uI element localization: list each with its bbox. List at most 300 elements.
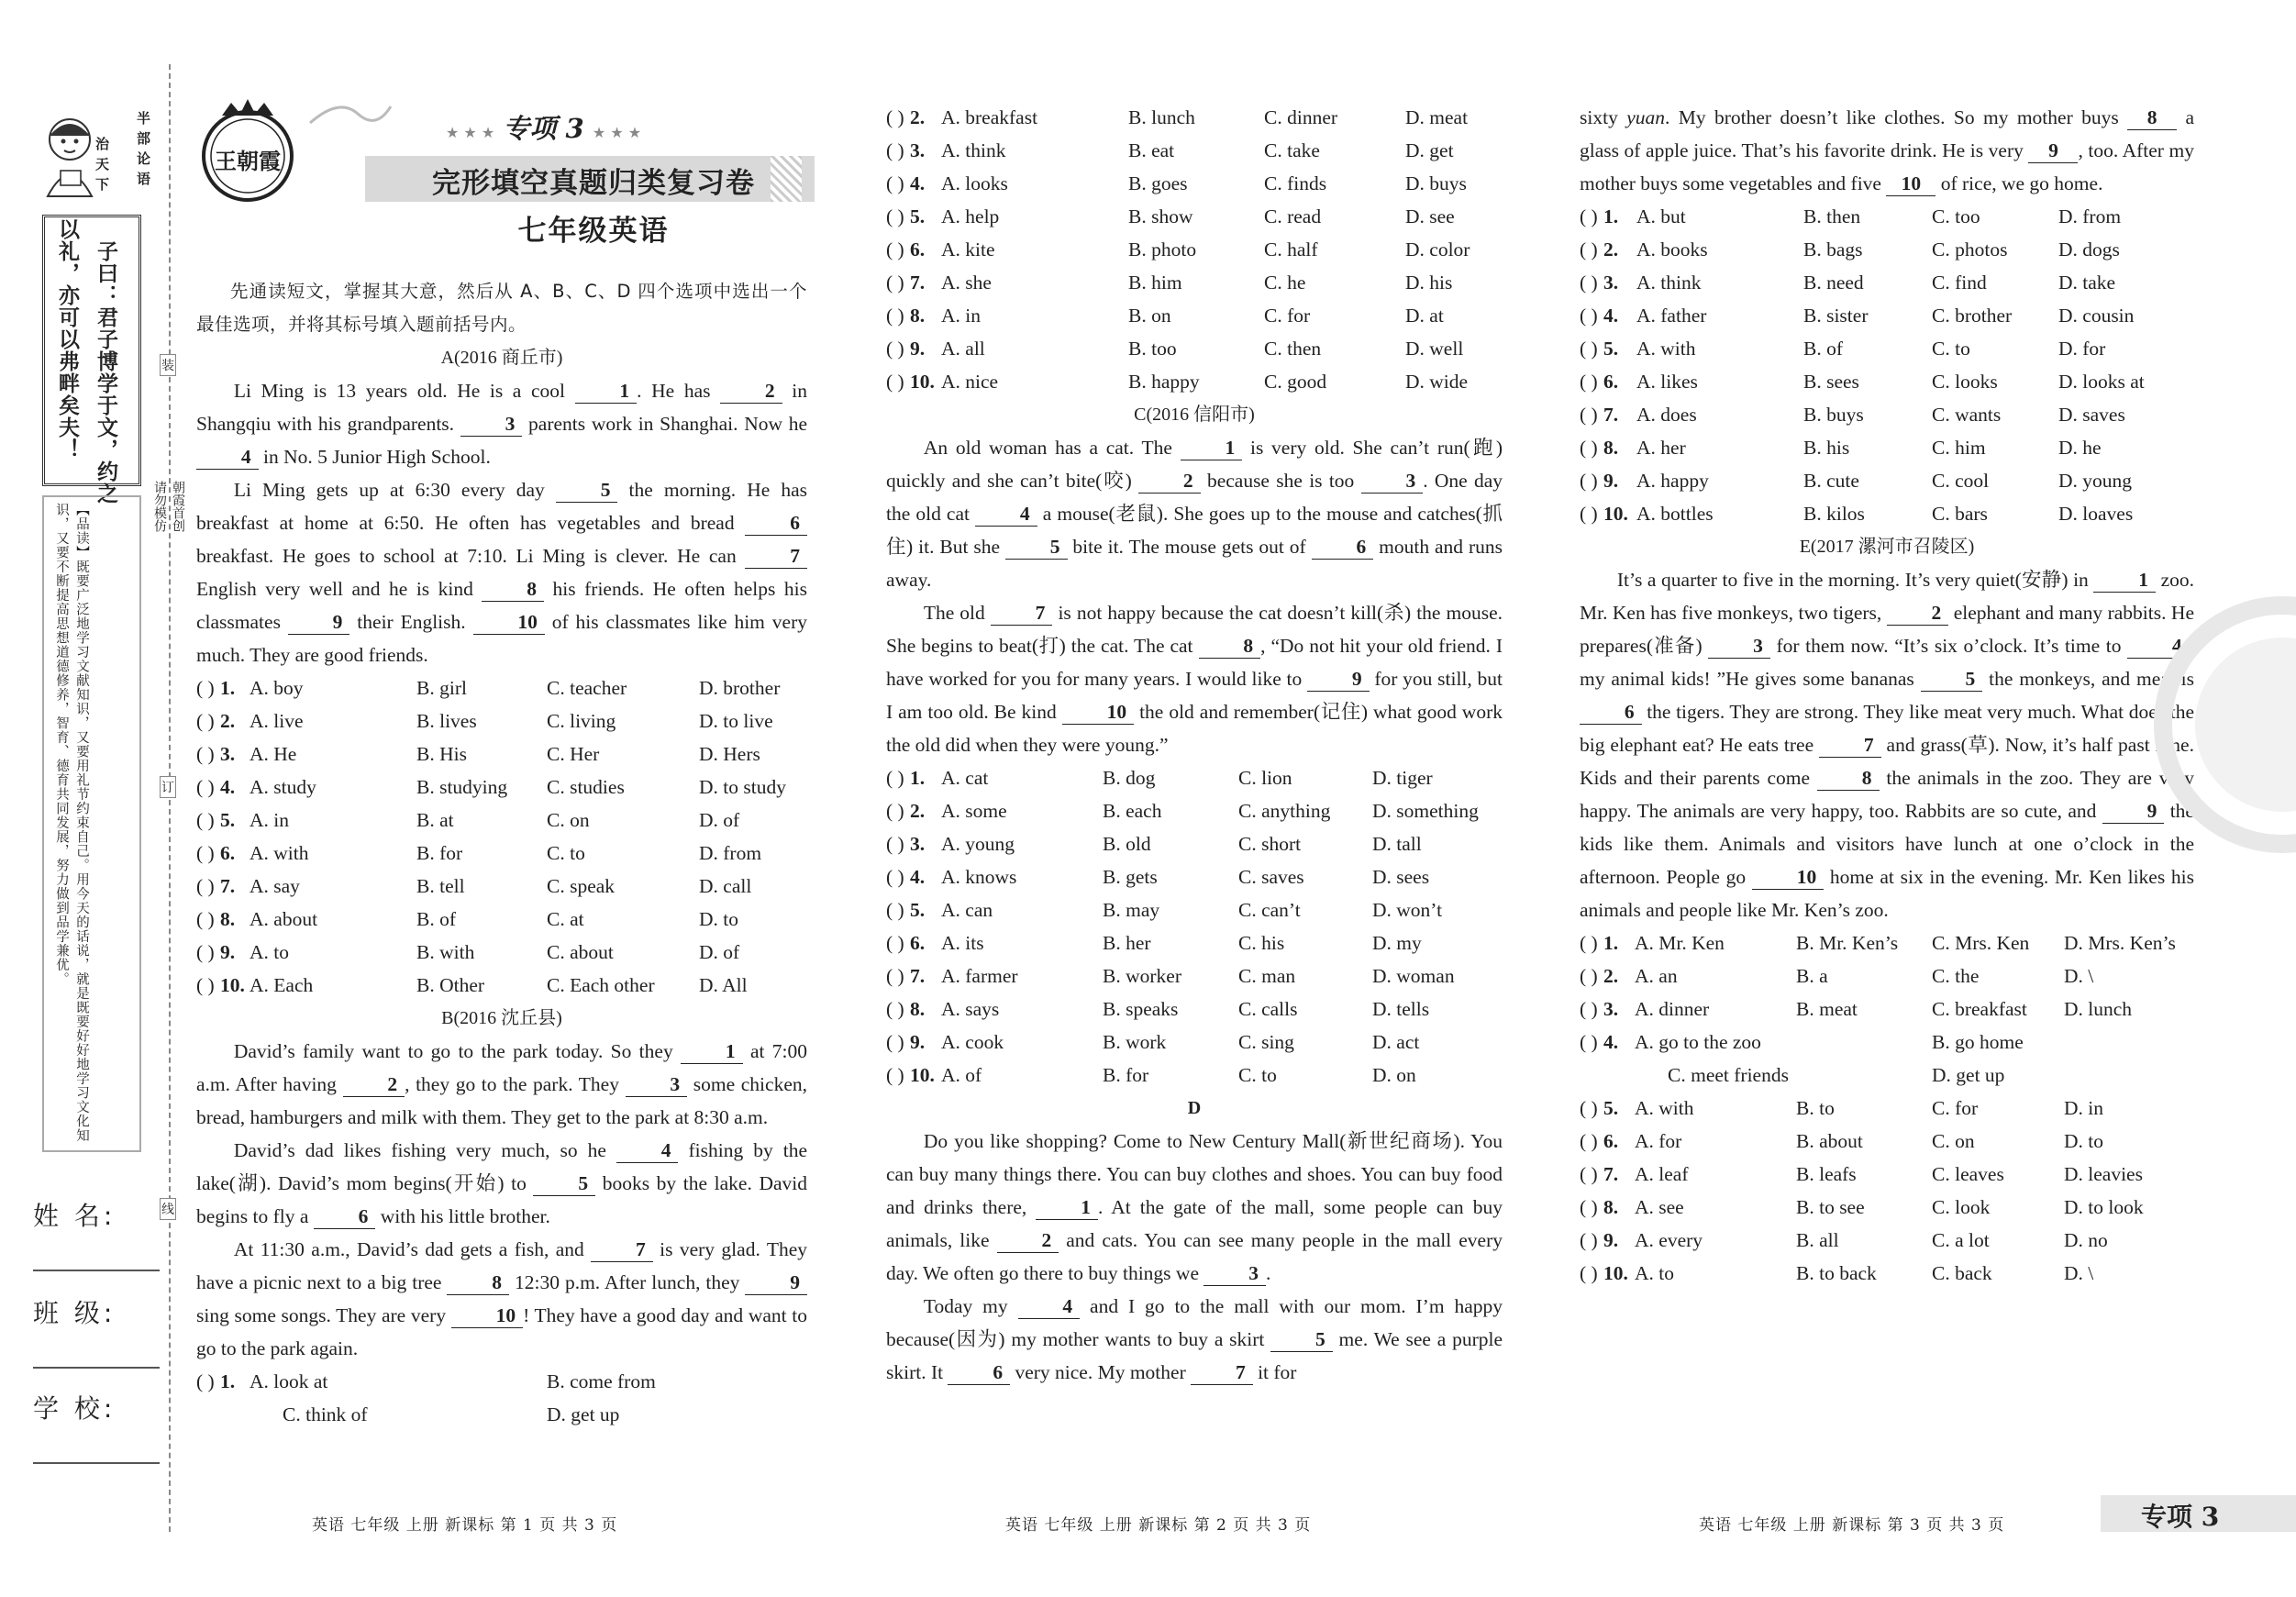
answer-option: A. leaf (1635, 1163, 1689, 1185)
answer-bracket[interactable]: ( ) (1580, 1163, 1598, 1185)
passage-paragraph: Do you like shopping? Come to New Century Mall(新世纪商场). You can buy many things there. You can buy clothes and shoes. You can buy food and drinks there, 1 . At the gate of the mall, some people can buy animals, like 2 and cats. You can see many people in the mall every day. We often go there to buy things we 3 . (886, 1130, 1503, 1284)
answer-option: B. at (416, 809, 454, 831)
answer-option: A. boy (250, 677, 304, 699)
answer-bracket[interactable]: ( ) (1580, 305, 1598, 327)
answer-option: C. for (1264, 305, 1311, 327)
answer-option: D. call (699, 875, 752, 897)
passage-paragraph: An old woman has a cat. The 1 is very old. She can’t run(跑) quickly and she can’t bite(咬) 2 because she is too 3 . One day the old cat 4 a mouse(老鼠). She goes up to the mouse and catches(抓住) it. But she 5 bite it. The mouse gets out of 6 mouth and runs away. (886, 437, 1503, 591)
answer-option: C. finds (1264, 172, 1327, 194)
question-row (1580, 464, 2194, 497)
blank-number: 2 (1138, 469, 1201, 494)
answer-option: C. him (1932, 437, 1986, 459)
answer-option: A. she (941, 272, 992, 294)
answer-option: A. think (941, 139, 1006, 161)
question-row (1580, 1191, 2194, 1224)
answer-option: C. photos (1932, 238, 2008, 261)
answer-option: D. something (1372, 800, 1479, 822)
answer-bracket[interactable]: ( ) (886, 1031, 904, 1053)
answer-option: D. to live (699, 710, 773, 732)
answer-bracket[interactable]: ( ) (886, 371, 904, 393)
answer-bracket[interactable]: ( ) (196, 941, 215, 963)
answer-option: B. come from (547, 1370, 656, 1392)
question-number: 7. (220, 875, 236, 897)
answer-option: A. cat (941, 767, 989, 789)
answer-option: D. his (1405, 272, 1453, 294)
answer-option: C. Mrs. Ken (1932, 932, 2030, 954)
answer-option: D. cousin (2058, 305, 2135, 327)
answer-bracket[interactable]: ( ) (886, 272, 904, 294)
answer-option: D. young (2058, 470, 2133, 492)
passage-paragraph: Li Ming gets up at 6:30 every day 5 the morning. He has breakfast at home at 6:50. He often has vegetables and bread 6 breakfast. He goes to school at 7:10. Li Ming is clever. He can 7 English very well and he is kind 8 his friends. He often helps his classmates 9 their English. 10 of his classmates like him very much. They are good friends. (196, 479, 808, 666)
question-number: 7. (910, 272, 926, 294)
answer-option: B. his (1803, 437, 1850, 459)
answer-option: A. in (941, 305, 981, 327)
answer-option: B. of (416, 908, 456, 930)
answer-option: A. kite (941, 238, 995, 261)
answer-bracket[interactable]: ( ) (196, 710, 215, 732)
answer-option: D. get up (1932, 1064, 2005, 1086)
passage-e-source: E(2017 漯河市召陵区) (1799, 537, 1975, 557)
column-3 (1580, 101, 2194, 1290)
answer-option: B. for (416, 842, 463, 864)
question-number: 2. (910, 106, 926, 128)
answer-bracket[interactable]: ( ) (1580, 1097, 1598, 1119)
answer-option: D. wide (1405, 371, 1469, 393)
italic-word: yuan (1626, 106, 1665, 128)
question-number: 10. (1603, 1262, 1628, 1284)
question-row (1580, 266, 2194, 299)
footer-page-2: 英语 七年级 上册 新课标 第 2 页 共 3 页 (1005, 1516, 1312, 1535)
answer-bracket[interactable]: ( ) (886, 899, 904, 921)
blank-number: 9 (1307, 667, 1370, 692)
question-number: 10. (910, 371, 935, 393)
answer-option: C. back (1932, 1262, 1992, 1284)
blank-number: 7 (745, 544, 807, 569)
column-1 (196, 275, 807, 1431)
answer-option: C. looks (1932, 371, 1998, 393)
answer-option: D. won’t (1372, 899, 1443, 921)
answer-bracket[interactable]: ( ) (886, 106, 904, 128)
answer-option: B. happy (1128, 371, 1200, 393)
blank-number: 8 (482, 577, 544, 602)
answer-option: C. cool (1932, 470, 1990, 492)
question-number: 1. (220, 677, 236, 699)
answer-option: C. on (547, 809, 590, 831)
answer-option: C. about (547, 941, 614, 963)
blank-number: 6 (1312, 535, 1374, 560)
header-char: 治 (95, 136, 110, 152)
question-row (886, 959, 1503, 993)
passage-c-questions (886, 761, 1503, 1092)
answer-bracket[interactable]: ( ) (1580, 932, 1598, 954)
instructions: 先通读短文，掌握其大意，然后从 A、B、C、D 四个选项中选出一个最佳选项，并将其标号填入题前括号内。 (196, 281, 807, 335)
answer-option: A. see (1635, 1196, 1684, 1218)
answer-option: C. the (1932, 965, 1980, 987)
blank-number: 3 (1203, 1261, 1266, 1286)
answer-option: D. for (2058, 338, 2106, 360)
answer-bracket[interactable]: ( ) (1580, 1229, 1598, 1251)
blank-number: 4 (616, 1138, 679, 1163)
answer-bracket[interactable]: ( ) (886, 172, 904, 194)
answer-option: A. young (941, 833, 1015, 855)
answer-option: A. happy (1636, 470, 1709, 492)
blank-number: 3 (1708, 634, 1770, 659)
answer-option: D. looks at (2058, 371, 2145, 393)
sidebar-commentary: 【品读】既要广泛地学习文献知识，又要用礼节约束自己。用今天的话说，就是既要好好地学习文化知识，又要不断提高思想道德修养，智育、德育共同发展，努力做到品学兼优。 (54, 503, 89, 1143)
answer-option: B. cute (1803, 470, 1859, 492)
answer-option: D. to (2064, 1130, 2103, 1152)
blank-number: 2 (1887, 601, 1949, 626)
answer-option: A. to (1635, 1262, 1674, 1284)
answer-option: B. dog (1103, 767, 1156, 789)
answer-option: C. breakfast (1932, 998, 2027, 1020)
answer-option: D. see (1405, 205, 1455, 227)
blank-number: 9 (2028, 139, 2078, 163)
answer-option: B. buys (1803, 404, 1864, 426)
passage-e-questions (1580, 926, 2194, 1290)
answer-bracket[interactable]: ( ) (1580, 437, 1598, 459)
answer-option: A. every (1635, 1229, 1703, 1251)
answer-option: B. goes (1128, 172, 1188, 194)
blank-number: 6 (314, 1204, 376, 1229)
answer-option: C. too (1932, 205, 1980, 227)
note-line: 朝霞首创 (171, 481, 185, 532)
answer-option: B. show (1128, 205, 1193, 227)
answer-option: D. of (699, 941, 740, 963)
answer-option: D. in (2064, 1097, 2103, 1119)
footer-page-3: 英语 七年级 上册 新课标 第 3 页 共 3 页 (1699, 1516, 2005, 1535)
question-number: 8. (910, 305, 926, 327)
question-row (886, 860, 1503, 893)
blank-number: 2 (720, 379, 782, 404)
answer-option: D. saves (2058, 404, 2125, 426)
question-row (1580, 233, 2194, 266)
answer-option: A. Mr. Ken (1635, 932, 1725, 954)
blank-number: 9 (745, 1270, 807, 1295)
answer-option: C. for (1932, 1097, 1979, 1119)
answer-bracket[interactable]: ( ) (196, 743, 215, 765)
answer-option: D. he (2058, 437, 2102, 459)
passage-d-text (886, 1125, 1503, 1389)
answer-option: A. bottles (1636, 503, 1714, 525)
question-number: 3. (910, 139, 926, 161)
answer-option: A. look at (250, 1370, 328, 1392)
answer-bracket[interactable]: ( ) (1580, 1262, 1598, 1284)
question-number: 6. (1603, 371, 1619, 393)
answer-bracket[interactable]: ( ) (196, 875, 215, 897)
answer-option: D. leavies (2064, 1163, 2143, 1185)
answer-bracket[interactable]: ( ) (886, 932, 904, 954)
blank-number: 7 (991, 601, 1053, 626)
answer-bracket[interactable]: ( ) (1580, 272, 1598, 294)
blank-number: 2 (997, 1228, 1059, 1253)
answer-option: C. dinner (1264, 106, 1338, 128)
question-number: 10. (910, 1064, 935, 1086)
blank-number: 2 (343, 1072, 405, 1097)
answer-bracket[interactable]: ( ) (1580, 371, 1598, 393)
question-row (196, 1398, 807, 1431)
answer-option: A. with (250, 842, 309, 864)
page-subtitle: 七年级英语 (517, 215, 670, 248)
answer-option: C. leaves (1932, 1163, 2004, 1185)
blank-number: 5 (1005, 535, 1068, 560)
question-row (1580, 993, 2194, 1026)
question-number: 6. (910, 238, 926, 261)
answer-bracket[interactable]: ( ) (1580, 1130, 1598, 1152)
answer-bracket[interactable]: ( ) (196, 776, 215, 798)
answer-option: C. he (1264, 272, 1306, 294)
passage-e-text (1580, 563, 2194, 926)
answer-option: A. knows (941, 866, 1017, 888)
question-number: 5. (910, 205, 926, 227)
question-number: 4. (1603, 305, 1619, 327)
question-row (1580, 1257, 2194, 1290)
blank-number: 9 (288, 610, 350, 635)
answer-option: C. bars (1932, 503, 1988, 525)
blank-number: 7 (1819, 733, 1881, 758)
answer-option: A. likes (1636, 371, 1698, 393)
watermark-seal (2145, 587, 2296, 862)
blank-number: 10 (473, 610, 545, 635)
passage-paragraph: David’s family want to go to the park today. So they 1 at 7:00 a.m. After having 2 , they go to the park. They 3 some chicken, bread, hamburgers and milk with them. They get to the park at 8:30 a.m. (196, 1040, 807, 1128)
question-number: 9. (1603, 1229, 1619, 1251)
answer-bracket[interactable]: ( ) (196, 677, 215, 699)
answer-option: B. work (1103, 1031, 1167, 1053)
logo (194, 97, 301, 204)
header-char: 论 (136, 150, 150, 167)
answer-bracket[interactable]: ( ) (886, 767, 904, 789)
answer-option: D. get (1405, 139, 1454, 161)
question-number: 5. (220, 809, 236, 831)
question-row (1580, 299, 2194, 332)
question-row (886, 101, 1503, 134)
school-field-line[interactable] (33, 1462, 160, 1464)
binding-char: 线 (160, 1198, 176, 1220)
name-label: 姓 名: (33, 1201, 116, 1231)
answer-bracket[interactable]: ( ) (1580, 1196, 1598, 1218)
passage-d-text-continued (1580, 101, 2194, 200)
answer-option: C. half (1264, 238, 1318, 261)
answer-option: A. about (250, 908, 318, 930)
answer-option: D. dogs (2058, 238, 2120, 261)
question-row (196, 804, 807, 837)
question-row (196, 903, 807, 936)
answer-bracket[interactable]: ( ) (1580, 965, 1598, 987)
question-number: 8. (1603, 437, 1619, 459)
question-number: 1. (220, 1370, 236, 1392)
answer-option: D. tall (1372, 833, 1422, 855)
answer-option: B. studying (416, 776, 508, 798)
answer-option: A. an (1635, 965, 1678, 987)
passage-paragraph: Li Ming is 13 years old. He is a cool 1 . He has 2 in Shangqiu with his grandparents. 3 parents work in Shanghai. Now he 4 in No. 5 Junior High School. (196, 380, 808, 468)
answer-option: D. \ (2064, 1262, 2094, 1284)
answer-option: B. lunch (1128, 106, 1195, 128)
question-number: 6. (910, 932, 926, 954)
answer-option: A. go to the zoo (1635, 1031, 1761, 1053)
footer-page-1: 英语 七年级 上册 新课标 第 1 页 共 3 页 (312, 1516, 618, 1535)
question-number: 4. (910, 172, 926, 194)
answer-option: A. live (250, 710, 304, 732)
answer-option: B. tell (416, 875, 465, 897)
answer-option: D. color (1405, 238, 1470, 261)
question-number: 7. (1603, 1163, 1619, 1185)
header-char: 部 (136, 130, 150, 147)
class-field-line[interactable] (33, 1367, 160, 1369)
answer-option: D. no (2064, 1229, 2108, 1251)
answer-option: B. His (416, 743, 467, 765)
answer-bracket[interactable]: ( ) (196, 1370, 215, 1392)
answer-option: C. saves (1238, 866, 1304, 888)
answer-option: A. for (1635, 1130, 1682, 1152)
blank-number: 7 (591, 1237, 653, 1262)
answer-option: C. then (1264, 338, 1322, 360)
answer-bracket[interactable]: ( ) (886, 305, 904, 327)
question-number: 1. (1603, 205, 1619, 227)
answer-option: C. speak (547, 875, 616, 897)
answer-option: D. of (699, 809, 740, 831)
answer-option: B. then (1803, 205, 1861, 227)
question-row (886, 794, 1503, 827)
answer-bracket[interactable]: ( ) (1580, 1031, 1598, 1053)
question-number: 2. (220, 710, 236, 732)
blank-number: 1 (575, 379, 638, 404)
blank-number: 6 (948, 1360, 1010, 1385)
answer-option: B. photo (1128, 238, 1197, 261)
answer-bracket[interactable]: ( ) (886, 139, 904, 161)
header-char: 天 (95, 156, 110, 172)
answer-option: B. of (1803, 338, 1843, 360)
blank-number: 5 (556, 478, 618, 503)
answer-option: A. think (1636, 272, 1702, 294)
answer-option: D. tiger (1372, 767, 1433, 789)
answer-option: B. sees (1803, 371, 1859, 393)
sidebar-header-chars (95, 108, 150, 193)
answer-option: A. looks (941, 172, 1008, 194)
answer-option: C. sing (1238, 1031, 1294, 1053)
answer-option: B. to back (1796, 1262, 1877, 1284)
answer-bracket[interactable]: ( ) (196, 974, 215, 996)
answer-bracket[interactable]: ( ) (1580, 238, 1598, 261)
answer-option: D. from (699, 842, 762, 864)
answer-option: B. for (1103, 1064, 1149, 1086)
blank-number: 8 (447, 1270, 509, 1295)
answer-bracket[interactable]: ( ) (886, 998, 904, 1020)
answer-bracket[interactable]: ( ) (1580, 404, 1598, 426)
question-number: 1. (910, 767, 926, 789)
answer-option: C. brother (1932, 305, 2013, 327)
answer-option: D. loaves (2058, 503, 2134, 525)
answer-option: A. dinner (1635, 998, 1710, 1020)
answer-option: A. Each (250, 974, 314, 996)
answer-bracket[interactable]: ( ) (1580, 338, 1598, 360)
question-number: 8. (1603, 1196, 1619, 1218)
ribbon-decoration (303, 95, 394, 132)
question-row (886, 365, 1503, 398)
seal-icon (2145, 587, 2296, 862)
answer-option: C. good (1264, 371, 1327, 393)
answer-bracket[interactable]: ( ) (886, 965, 904, 987)
answer-option: A. all (941, 338, 985, 360)
blank-number: 4 (196, 445, 259, 470)
answer-bracket[interactable]: ( ) (886, 338, 904, 360)
blank-number: 4 (1018, 1294, 1081, 1319)
question-number: 10. (220, 974, 245, 996)
header-char: 半 (136, 110, 150, 127)
answer-option: D. to look (2064, 1196, 2144, 1218)
answer-option: B. leafs (1796, 1163, 1857, 1185)
passage-b-questions (886, 101, 1503, 398)
answer-bracket[interactable]: ( ) (886, 866, 904, 888)
question-number: 9. (910, 338, 926, 360)
blank-number: 6 (1580, 700, 1642, 725)
blank-number: 10 (1752, 865, 1824, 890)
class-label: 班 级: (33, 1298, 116, 1328)
answer-option: C. to (547, 842, 585, 864)
answer-option: D. sees (1372, 866, 1430, 888)
passage-b-source: B(2016 沈丘县) (441, 1008, 562, 1028)
topic-label: ★ ★ ★ 专项 3 ★ ★ ★ (446, 113, 642, 144)
blank-number: 3 (460, 412, 523, 437)
dot-decoration (771, 156, 802, 202)
question-number: 4. (220, 776, 236, 798)
answer-option: C. teacher (547, 677, 627, 699)
answer-option: C. wants (1932, 404, 2002, 426)
answer-bracket[interactable]: ( ) (1580, 998, 1598, 1020)
question-number: 6. (220, 842, 236, 864)
answer-bracket[interactable]: ( ) (1580, 205, 1598, 227)
question-number: 7. (910, 965, 926, 987)
answer-option: A. some (941, 800, 1007, 822)
blank-number: 1 (1181, 436, 1243, 460)
answer-bracket[interactable]: ( ) (886, 800, 904, 822)
question-row (1580, 1125, 2194, 1158)
answer-bracket[interactable]: ( ) (1580, 470, 1598, 492)
passage-b-question-1 (196, 1365, 807, 1431)
answer-bracket[interactable]: ( ) (886, 205, 904, 227)
answer-option: A. of (941, 1064, 982, 1086)
blank-number: 1 (2093, 568, 2156, 593)
answer-option: B. each (1103, 800, 1162, 822)
answer-option: C. Each other (547, 974, 655, 996)
blank-number: 10 (1062, 700, 1134, 725)
question-row (196, 870, 807, 903)
answer-bracket[interactable]: ( ) (196, 908, 215, 930)
question-number: 5. (1603, 1097, 1619, 1119)
answer-option: A. with (1635, 1097, 1694, 1119)
answer-bracket[interactable]: ( ) (196, 809, 215, 831)
question-row (1580, 1224, 2194, 1257)
answer-bracket[interactable]: ( ) (1580, 503, 1598, 525)
answer-option: A. to (250, 941, 289, 963)
name-field-line[interactable] (33, 1270, 160, 1271)
answer-option: C. Her (547, 743, 600, 765)
passage-c-text (886, 431, 1503, 761)
answer-option: A. father (1636, 305, 1707, 327)
answer-bracket[interactable]: ( ) (886, 833, 904, 855)
answer-bracket[interactable]: ( ) (886, 1064, 904, 1086)
question-row (196, 671, 807, 704)
topic-number: 专项 3 (503, 113, 584, 144)
question-number: 2. (910, 800, 926, 822)
answer-option: B. with (416, 941, 475, 963)
answer-option: B. worker (1103, 965, 1181, 987)
question-row (1580, 1026, 2194, 1059)
blank-number: 1 (1036, 1195, 1098, 1220)
question-number: 3. (1603, 272, 1619, 294)
answer-bracket[interactable]: ( ) (886, 238, 904, 261)
answer-bracket[interactable]: ( ) (196, 842, 215, 864)
answer-option: A. with (1636, 338, 1696, 360)
